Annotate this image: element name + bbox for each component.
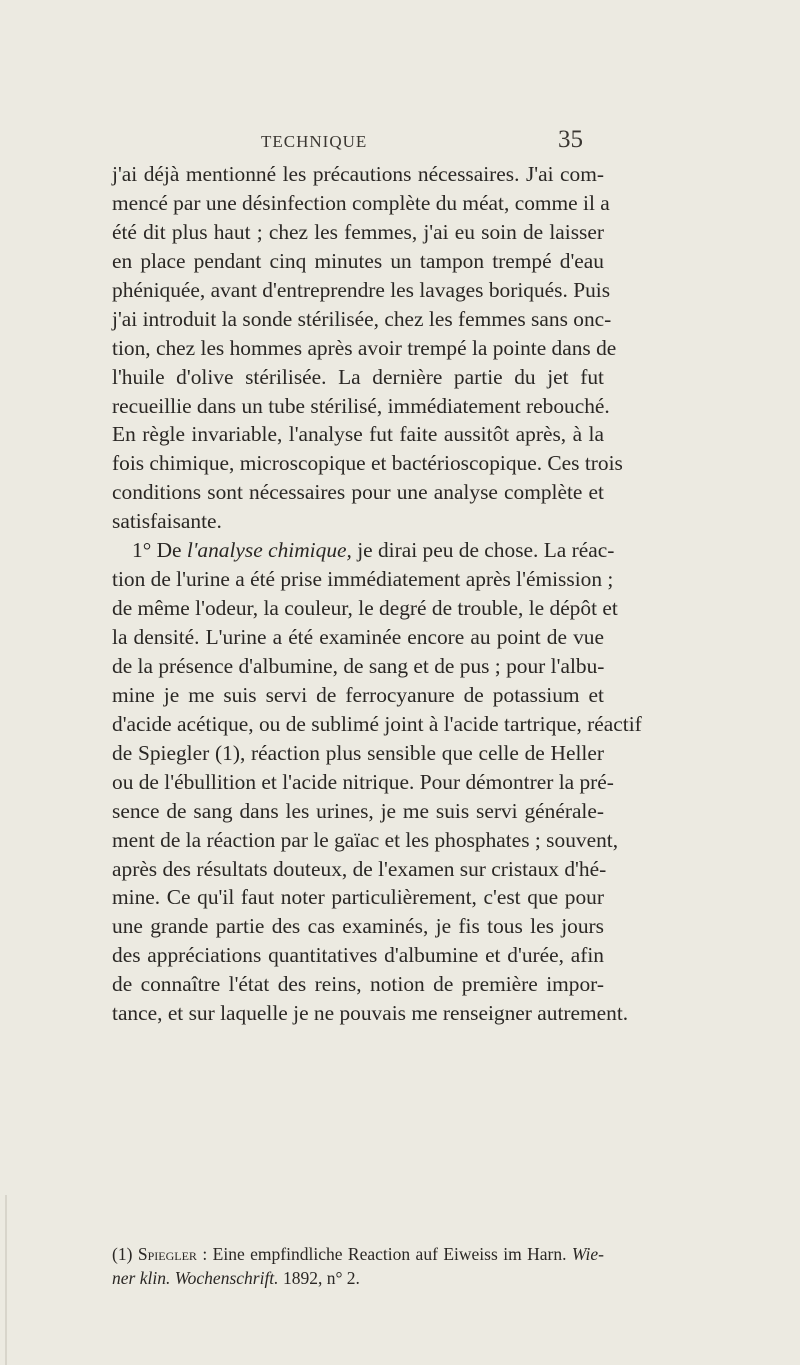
text-line: satisfaisante. [112,509,222,534]
footnote-line [112,1242,604,1266]
text-line: de Spiegler (1), réaction plus sensible que celle de Heller [112,740,604,765]
footnote-journal-end: ner klin. Wochenschrift. [112,1268,279,1288]
text-line: mine. Ce qu'il faut noter particulièrement, c'est que pour [112,885,604,910]
text-line: En règle invariable, l'analyse fut faite aussitôt après, à la [112,422,604,447]
text-line: une grande partie des cas examinés, je fis tous les jours [112,914,604,939]
running-head [0,126,800,162]
page-number: 35 [558,126,583,153]
text-line: été dit plus haut ; chez les femmes, j'ai eu soin de laisser [112,219,604,244]
text-line: de connaître l'état des reins, notion de première impor- [112,972,604,997]
text-line: après des résultats douteux, de l'examen sur cristaux d'hé- [112,856,607,881]
body-text [112,160,642,1028]
footnote-line [112,1266,604,1290]
line-remainder: je dirai peu de chose. La réac- [351,538,615,563]
footnote-citation: 1892, n° 2. [278,1268,360,1288]
text-line: phéniquée, avant d'entreprendre les lavages boriqués. Puis [112,277,611,302]
text-line: mencé par une désinfection complète du méat, comme il a [112,190,610,215]
text-line: j'ai introduit la sonde stérilisée, chez les femmes sans onc- [112,306,612,331]
section-number: 1° De [132,538,187,563]
text-line: des appréciations quantitatives d'albumine et d'urée, afin [112,943,604,968]
footnote-author: Spiegler [137,1244,197,1264]
text-line: mine je me suis servi de ferrocyanure de potassium et [112,682,604,707]
footnote [112,1242,604,1290]
text-line: fois chimique, microscopique et bactérioscopique. Ces trois [112,451,623,476]
paragraph-start-line [112,536,615,565]
text-line: recueillie dans un tube stérilisé, immédiatement rebouché. [112,393,610,418]
text-line: la densité. L'urine a été examinée encore au point de vue [112,625,604,649]
footnote-journal-start: Wie- [571,1244,604,1264]
text-line: j'ai déjà mentionné les précautions nécessaires. J'ai com- [112,162,604,186]
italic-term: l'analyse chimique, [186,538,352,563]
text-line: ment de la réaction par le gaïac et les phosphates ; souvent, [112,827,619,852]
text-line: d'acide acétique, ou de sublimé joint à l'acide tartrique, réactif [112,711,642,736]
text-line: tion, chez les hommes après avoir trempé la pointe dans de [112,335,617,360]
text-line: de même l'odeur, la couleur, le degré de trouble, le dépôt et [112,596,618,621]
text-line: ou de l'ébullition et l'acide nitrique. Pour démontrer la pré- [112,769,614,794]
page-edge-shadow [5,1195,7,1365]
text-line: conditions sont nécessaires pour une analyse complète et [112,480,604,505]
running-title: TECHNIQUE [261,132,368,151]
footnote-marker: (1) [112,1244,138,1264]
text-line: l'huile d'olive stérilisée. La dernière partie du jet fut [112,364,604,389]
text-line: de la présence d'albumine, de sang et de pus ; pour l'albu- [112,653,605,678]
text-line: tion de l'urine a été prise immédiatement après l'émission ; [112,567,614,592]
footnote-title: : Eine empfindliche Reaction auf Eiweiss im Harn. [196,1244,572,1264]
text-line: tance, et sur laquelle je ne pouvais me renseigner autrement. [112,1001,629,1026]
text-line: sence de sang dans les urines, je me suis servi générale- [112,798,604,823]
text-line: en place pendant cinq minutes un tampon trempé d'eau [112,248,604,273]
